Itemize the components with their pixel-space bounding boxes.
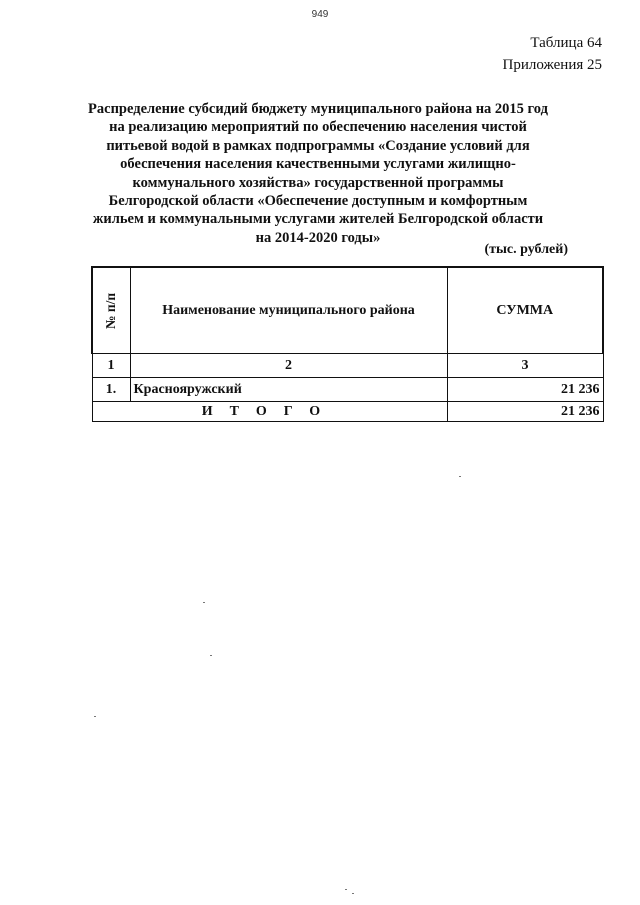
units-label: (тыс. рублей) [484, 242, 568, 257]
total-label: ИТОГО [92, 402, 447, 422]
column-number-3: 3 [447, 354, 603, 378]
scan-speck [94, 716, 96, 717]
scan-speck [210, 655, 212, 656]
scan-speck [459, 476, 461, 477]
table-reference [503, 32, 603, 76]
scan-speck [345, 889, 347, 890]
subsidies-table [91, 266, 604, 422]
row-district: Краснояружский [130, 378, 447, 402]
scan-speck [203, 602, 205, 603]
row-sum: 21 236 [447, 378, 603, 402]
table-header-row [92, 267, 603, 354]
column-number-2: 2 [130, 354, 447, 378]
table-row [92, 378, 603, 402]
document-title: Распределение субсидий бюджету муниципального района на 2015 год на реализацию мероприятий по обеспечению населения чистой питьевой водой в рамках подпрограммы «Создание условий для обеспечения населения качественными услугами жилищно-коммунального хозяйства» государственной программы Белгородской области «Обеспечение доступным и комфортным жильем и коммунальными услугами жителей Белгородской области на 2014-2020 годы» [88, 101, 548, 246]
total-row [92, 402, 603, 422]
total-sum: 21 236 [447, 402, 603, 422]
appendix-label: Приложения 25 [502, 57, 602, 73]
row-number: 1. [92, 378, 130, 402]
page-number: 949 [311, 9, 329, 20]
column-number-1: 1 [92, 354, 130, 378]
scan-speck [352, 893, 354, 894]
header-district: Наименование муниципального района [130, 267, 447, 354]
header-number-cell [92, 267, 130, 354]
header-number: № п/п [103, 292, 119, 329]
column-number-row [92, 354, 603, 378]
header-sum: СУММА [447, 267, 603, 354]
table-label: Таблица 64 [530, 35, 602, 51]
